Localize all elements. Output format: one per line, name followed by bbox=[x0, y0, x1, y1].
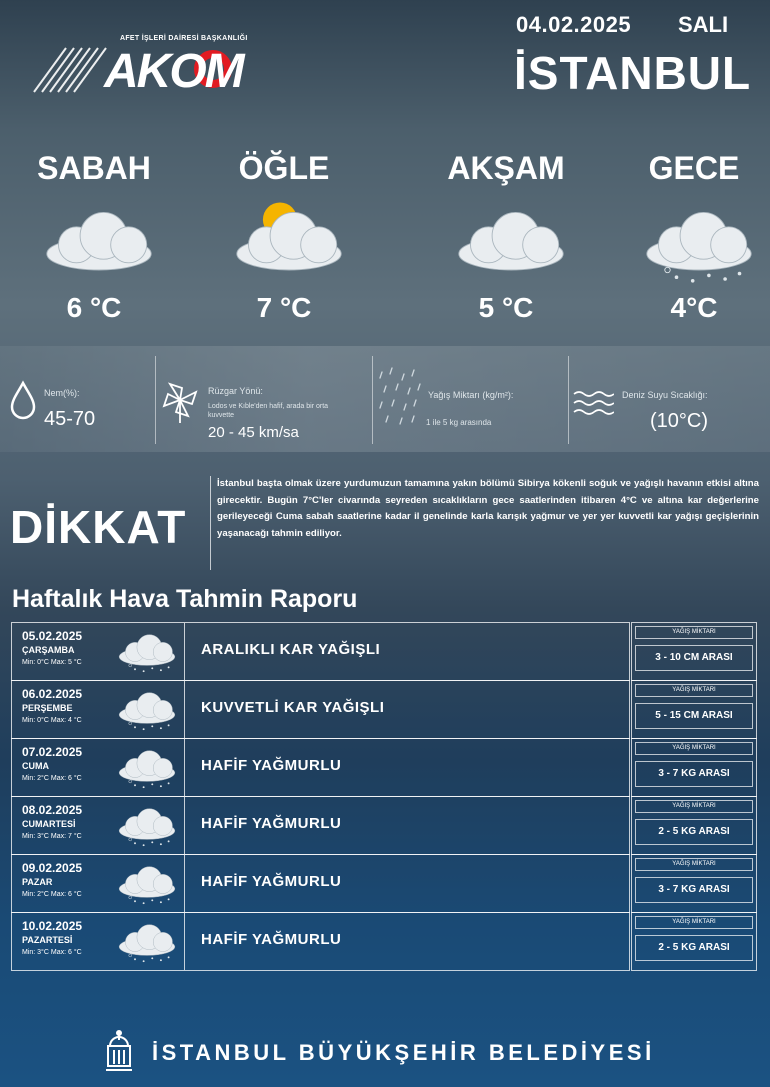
snow-cloud-icon bbox=[112, 627, 182, 675]
precipitation-value: 1 ile 5 kg arasında bbox=[426, 418, 492, 427]
forecast-row bbox=[11, 738, 757, 796]
logo-text: AKOM bbox=[104, 45, 243, 98]
forecast-row bbox=[11, 912, 757, 970]
forecast-row-amount: 3 - 7 KG ARASI bbox=[635, 877, 753, 903]
amount-header: YAĞIŞ MİKTARI bbox=[635, 916, 753, 929]
forecast-row-minmax: Min: 3°C Max: 6 °C bbox=[22, 949, 82, 956]
forecast-row bbox=[11, 796, 757, 854]
period-2 bbox=[194, 150, 374, 330]
amount-header: YAĞIŞ MİKTARI bbox=[635, 858, 753, 871]
period-label: AKŞAM bbox=[447, 150, 565, 186]
period-4 bbox=[604, 150, 770, 330]
forecast-row-desc: HAFİF YAĞMURLU bbox=[201, 757, 342, 774]
forecast-row bbox=[11, 854, 757, 912]
amount-header: YAĞIŞ MİKTARI bbox=[635, 800, 753, 813]
amount-header: YAĞIŞ MİKTARI bbox=[635, 684, 753, 697]
forecast-desc-cell bbox=[185, 622, 630, 681]
forecast-desc-cell bbox=[185, 854, 630, 913]
forecast-row-date: 09.02.2025 bbox=[22, 861, 83, 875]
period-temp: 7 °C bbox=[256, 292, 312, 323]
forecast-row bbox=[11, 680, 757, 738]
forecast-amount-cell bbox=[631, 680, 757, 739]
forecast-row-date: 05.02.2025 bbox=[22, 629, 83, 643]
forecast-row-date: 08.02.2025 bbox=[22, 803, 83, 817]
city-title: İSTANBUL bbox=[514, 47, 752, 99]
sea-temp-value: (10°C) bbox=[650, 410, 709, 432]
forecast-row-minmax: Min: 2°C Max: 6 °C bbox=[22, 891, 82, 898]
forecast-row bbox=[11, 622, 757, 680]
forecast-row-minmax: Min: 2°C Max: 6 °C bbox=[22, 775, 82, 782]
forecast-row-amount: 2 - 5 KG ARASI bbox=[635, 935, 753, 961]
humidity-label: Nem(%): bbox=[44, 388, 80, 398]
ibb-logo-icon bbox=[104, 1030, 134, 1076]
wind-label: Rüzgar Yönü: bbox=[208, 386, 263, 396]
forecast-row-day: PAZAR bbox=[22, 877, 53, 887]
forecast-row-day: ÇARŞAMBA bbox=[22, 645, 75, 655]
forecast-amount-cell bbox=[631, 796, 757, 855]
wind-value: 20 - 45 km/sa bbox=[208, 424, 299, 441]
precipitation-label: Yağış Miktarı (kg/m²): bbox=[428, 390, 514, 400]
forecast-date-cell bbox=[11, 622, 185, 681]
forecast-desc-cell bbox=[185, 680, 630, 739]
pinwheel-icon bbox=[160, 380, 200, 424]
period-label: SABAH bbox=[37, 150, 151, 186]
forecast-row-day: PAZARTESİ bbox=[22, 935, 73, 945]
period-3 bbox=[416, 150, 596, 330]
forecast-row-minmax: Min: 3°C Max: 7 °C bbox=[22, 833, 82, 840]
cloud-icon bbox=[446, 198, 576, 288]
forecast-row-desc: HAFİF YAĞMURLU bbox=[201, 873, 342, 890]
rain-cloud-icon bbox=[112, 917, 182, 965]
rain-cloud-icon bbox=[112, 801, 182, 849]
period-temp: 5 °C bbox=[478, 292, 534, 323]
forecast-row-date: 10.02.2025 bbox=[22, 919, 83, 933]
rain-drops-icon bbox=[376, 364, 426, 434]
water-drop-icon bbox=[8, 380, 38, 420]
forecast-amount-cell bbox=[631, 854, 757, 913]
wind-description: Lodos ve Kıble'den hafif, arada bir orta kuvvette bbox=[208, 403, 329, 419]
amount-header: YAĞIŞ MİKTARI bbox=[635, 626, 753, 639]
period-temp: 4°C bbox=[670, 292, 718, 323]
forecast-row-minmax: Min: 0°C Max: 5 °C bbox=[22, 659, 82, 666]
forecast-row-amount: 3 - 7 KG ARASI bbox=[635, 761, 753, 787]
snow-cloud-icon bbox=[112, 685, 182, 733]
forecast-date-cell bbox=[11, 738, 185, 797]
rain-cloud-icon bbox=[112, 743, 182, 791]
weekly-title: Haftalık Hava Tahmin Raporu bbox=[12, 585, 358, 613]
partly-sunny-icon bbox=[224, 198, 354, 288]
conditions-strip bbox=[0, 346, 770, 452]
footer-title: İSTANBUL BÜYÜKŞEHİR BELEDİYESİ bbox=[152, 1040, 655, 1065]
sea-temp-label: Deniz Suyu Sıcaklığı: bbox=[622, 390, 708, 400]
snow-cloud-icon bbox=[634, 198, 764, 288]
forecast-date: 04.02.2025 bbox=[516, 12, 632, 37]
forecast-date-cell bbox=[11, 680, 185, 739]
forecast-row-amount: 2 - 5 KG ARASI bbox=[635, 819, 753, 845]
forecast-row-amount: 5 - 15 CM ARASI bbox=[635, 703, 753, 729]
forecast-amount-cell bbox=[631, 912, 757, 971]
period-label: ÖĞLE bbox=[238, 150, 330, 186]
forecast-row-minmax: Min: 0°C Max: 4 °C bbox=[22, 717, 82, 724]
humidity-value: 45-70 bbox=[44, 408, 96, 430]
period-label: GECE bbox=[648, 150, 740, 186]
forecast-date-cell bbox=[11, 912, 185, 971]
forecast-row-desc: ARALIKLI KAR YAĞIŞLI bbox=[201, 641, 381, 658]
period-temp: 6 °C bbox=[66, 292, 122, 323]
forecast-row-desc: HAFİF YAĞMURLU bbox=[201, 931, 342, 948]
forecast-row-amount: 3 - 10 CM ARASI bbox=[635, 645, 753, 671]
warning-title: DİKKAT bbox=[10, 501, 187, 553]
wave-icon bbox=[572, 388, 614, 418]
forecast-row-desc: KUVVETLİ KAR YAĞIŞLI bbox=[201, 699, 385, 716]
forecast-row-date: 07.02.2025 bbox=[22, 745, 83, 759]
forecast-date-cell bbox=[11, 854, 185, 913]
forecast-row-date: 06.02.2025 bbox=[22, 687, 83, 701]
forecast-row-day: CUMARTESİ bbox=[22, 819, 76, 829]
forecast-row-day: PERŞEMBE bbox=[22, 703, 73, 713]
forecast-row-desc: HAFİF YAĞMURLU bbox=[201, 815, 342, 832]
cloud-icon bbox=[34, 198, 164, 288]
amount-header: YAĞIŞ MİKTARI bbox=[635, 742, 753, 755]
logo-subtitle: AFET İŞLERİ DAİRESİ BAŞKANLIĞI bbox=[120, 35, 248, 42]
forecast-desc-cell bbox=[185, 738, 630, 797]
forecast-row-day: CUMA bbox=[22, 761, 49, 771]
period-1 bbox=[4, 150, 184, 330]
forecast-desc-cell bbox=[185, 912, 630, 971]
rain-cloud-icon bbox=[112, 859, 182, 907]
forecast-desc-cell bbox=[185, 796, 630, 855]
forecast-amount-cell bbox=[631, 622, 757, 681]
warning-text: İstanbul başta olmak üzere yurdumuzun tamamına yakın bölümü Sibirya kökenli soğuk ve yağışlı havanın etkisi altına girecektir. Bugün 7°C'ler civarında seyreden sıcaklıkların gece saatlerinden itibaren 4°C ve altına kar değerlerine gerileyeceği Cuma sabah saatlerine kadar il genelinde karla karışık yağmur ve yer yer kuvvetli kar yağışı geçişlerinin yaşanacağı tahmin ediliyor. bbox=[210, 476, 759, 570]
forecast-date-cell bbox=[11, 796, 185, 855]
forecast-amount-cell bbox=[631, 738, 757, 797]
forecast-day: SALI bbox=[678, 12, 729, 37]
